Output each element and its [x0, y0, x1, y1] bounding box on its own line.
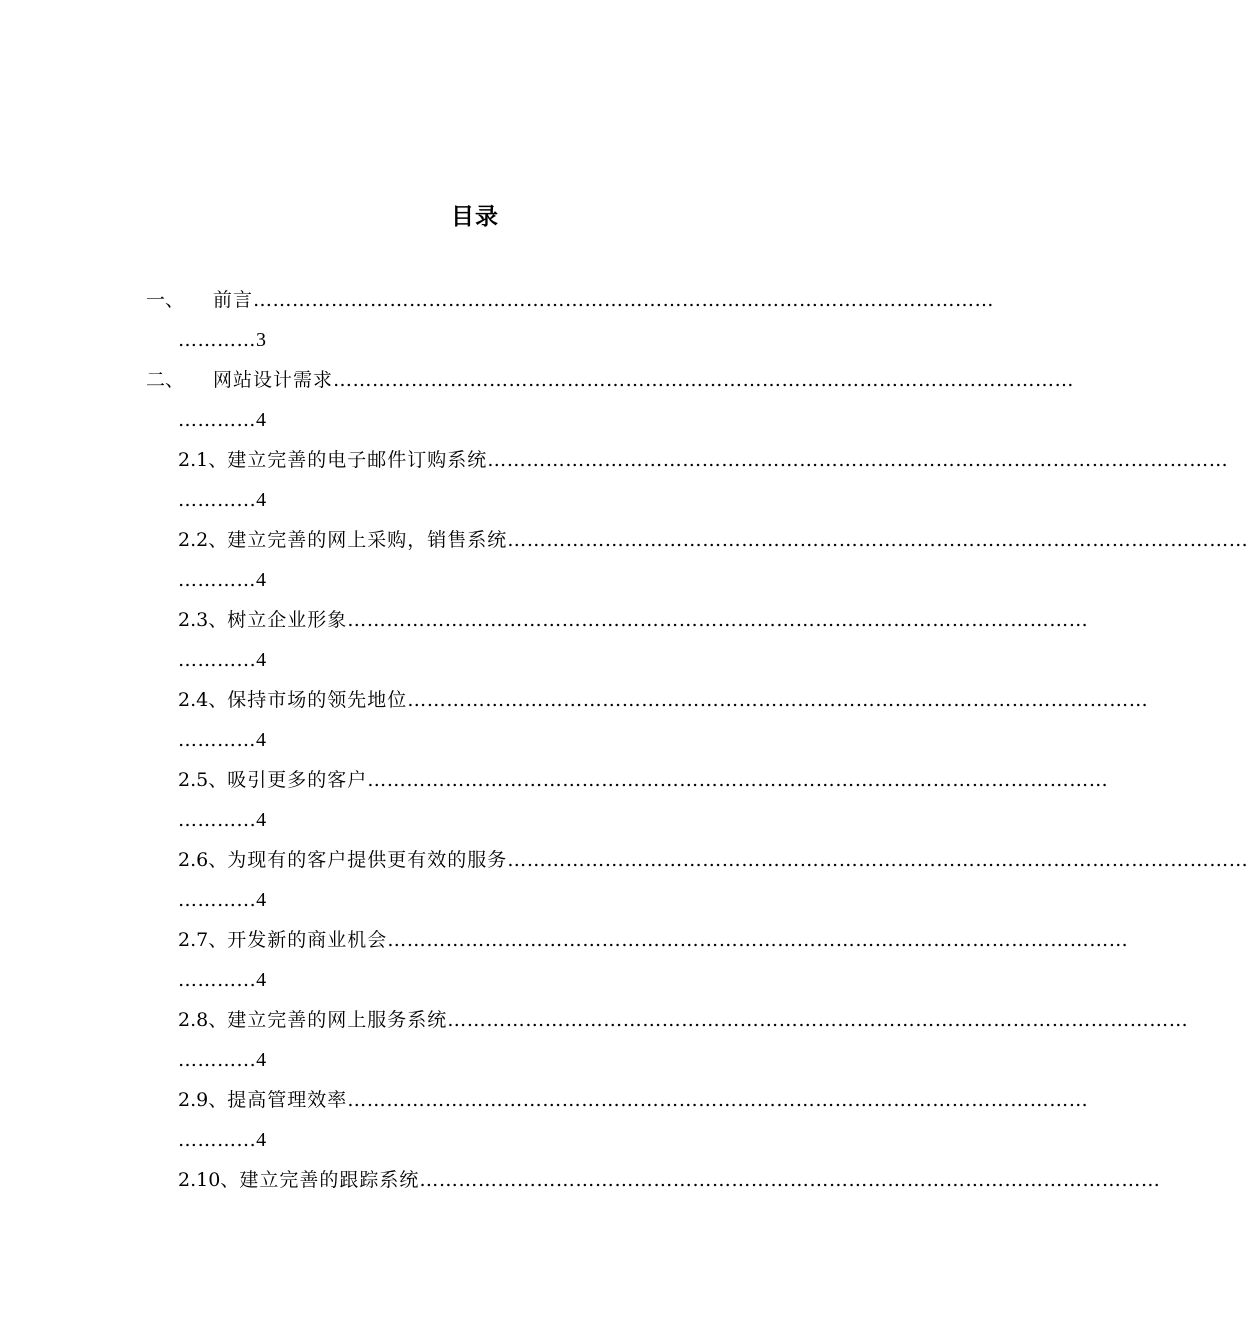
toc-entry-2-5[interactable]: [0, 760, 1109, 840]
toc-entry-2-2[interactable]: [0, 520, 1248, 600]
toc-page-number: 3: [256, 329, 266, 351]
toc-entry-2-9[interactable]: [0, 1080, 1089, 1160]
toc-entry-label: 为现有的客户提供更有效的服务: [227, 849, 508, 871]
toc-page-number: 4: [256, 1129, 267, 1151]
toc-entry-label: 保持市场的领先地位: [227, 689, 408, 711]
toc-entry-2[interactable]: [0, 360, 1075, 440]
toc-entry-number: 2.4、: [178, 689, 228, 711]
toc-entry-label: 建立完善的电子邮件订购系统: [227, 449, 488, 471]
dot-leader: ……………………………………………………………………………………………………: [507, 849, 1248, 871]
toc-entry-2-10[interactable]: [0, 1160, 1161, 1240]
dot-leader-continuation: …………: [178, 569, 256, 591]
toc-title: 目录: [451, 204, 499, 230]
table-of-contents: [0, 280, 1248, 1240]
toc-entry-label: 树立企业形象: [227, 609, 348, 631]
toc-page-number: 4: [256, 1049, 267, 1071]
dot-leader: ……………………………………………………………………………………………………: [367, 769, 1109, 791]
toc-entry-2-6[interactable]: [0, 840, 1248, 920]
toc-entry-label: 开发新的商业机会: [227, 929, 388, 951]
dot-leader-continuation: …………: [178, 729, 256, 751]
toc-page-number: 4: [256, 649, 267, 671]
toc-entry-2-7[interactable]: [0, 920, 1129, 1000]
toc-entry-2-1[interactable]: [0, 440, 1229, 520]
toc-entry-label: 建立完善的网上服务系统: [227, 1009, 448, 1031]
toc-page-number: 4: [256, 409, 266, 431]
toc-entry-label: 网站设计需求: [213, 369, 334, 391]
dot-leader-continuation: ………...: [178, 1129, 257, 1151]
dot-leader: ……………………………………………………………………………………………………: [253, 289, 995, 311]
toc-entry-label: 建立完善的跟踪系统: [239, 1169, 420, 1191]
toc-entry-number: 二、: [146, 369, 185, 391]
dot-leader: ……………………………………………………………………………………………………: [347, 1089, 1089, 1111]
toc-entry-number: 2.10、: [178, 1169, 240, 1191]
toc-entry-number: 2.3、: [178, 609, 228, 631]
toc-entry-2-4[interactable]: [0, 680, 1149, 760]
toc-entry-2-3[interactable]: [0, 600, 1089, 680]
toc-entry-number: 2.6、: [178, 849, 228, 871]
toc-page-number: 4: [256, 489, 267, 511]
dot-leader-continuation: ………...: [178, 489, 257, 511]
toc-page-number: 4: [256, 889, 267, 911]
dot-leader-continuation: …………: [178, 329, 256, 351]
dot-leader-continuation: ………...: [178, 969, 257, 991]
dot-leader: ……………………………………………………………………………………………………: [333, 369, 1075, 391]
toc-entry-number: 2.8、: [178, 1009, 228, 1031]
toc-entry-number: 一、: [146, 289, 185, 311]
dot-leader: ……………………………………………………………………………………………………: [387, 929, 1129, 951]
toc-entry-label: 提高管理效率: [227, 1089, 348, 1111]
dot-leader: ……………………………………………………………………………………………………: [507, 529, 1248, 551]
toc-entry-number: 2.2、: [178, 529, 228, 551]
toc-entry-label: 吸引更多的客户: [227, 769, 368, 791]
dot-leader: ……………………………………………………………………………………………………: [419, 1169, 1161, 1191]
toc-page-number: 4: [256, 729, 266, 751]
toc-page-number: 4: [256, 969, 267, 991]
toc-entry-number: 2.5、: [178, 769, 228, 791]
toc-page-number: 4: [256, 809, 267, 831]
dot-leader-continuation: ………...: [178, 809, 257, 831]
dot-leader: ……………………………………………………………………………………………………: [347, 609, 1089, 631]
toc-entry-label: 建立完善的网上采购，销售系统: [227, 529, 508, 551]
toc-entry-number: 2.1、: [178, 449, 228, 471]
dot-leader-continuation: …………: [178, 409, 256, 431]
toc-entry-2-8[interactable]: [0, 1000, 1189, 1080]
dot-leader-continuation: ………...: [178, 1049, 257, 1071]
dot-leader: ……………………………………………………………………………………………………: [487, 449, 1229, 471]
toc-entry-label: 前言: [213, 289, 254, 311]
dot-leader-continuation: ………...: [178, 649, 257, 671]
dot-leader: ……………………………………………………………………………………………………: [447, 1009, 1189, 1031]
dot-leader: ……………………………………………………………………………………………………: [407, 689, 1149, 711]
dot-leader-continuation: ………...: [178, 889, 257, 911]
toc-page-number: 4: [256, 569, 266, 591]
toc-entry-number: 2.7、: [178, 929, 228, 951]
toc-entry-1[interactable]: [0, 280, 995, 360]
toc-entry-number: 2.9、: [178, 1089, 228, 1111]
